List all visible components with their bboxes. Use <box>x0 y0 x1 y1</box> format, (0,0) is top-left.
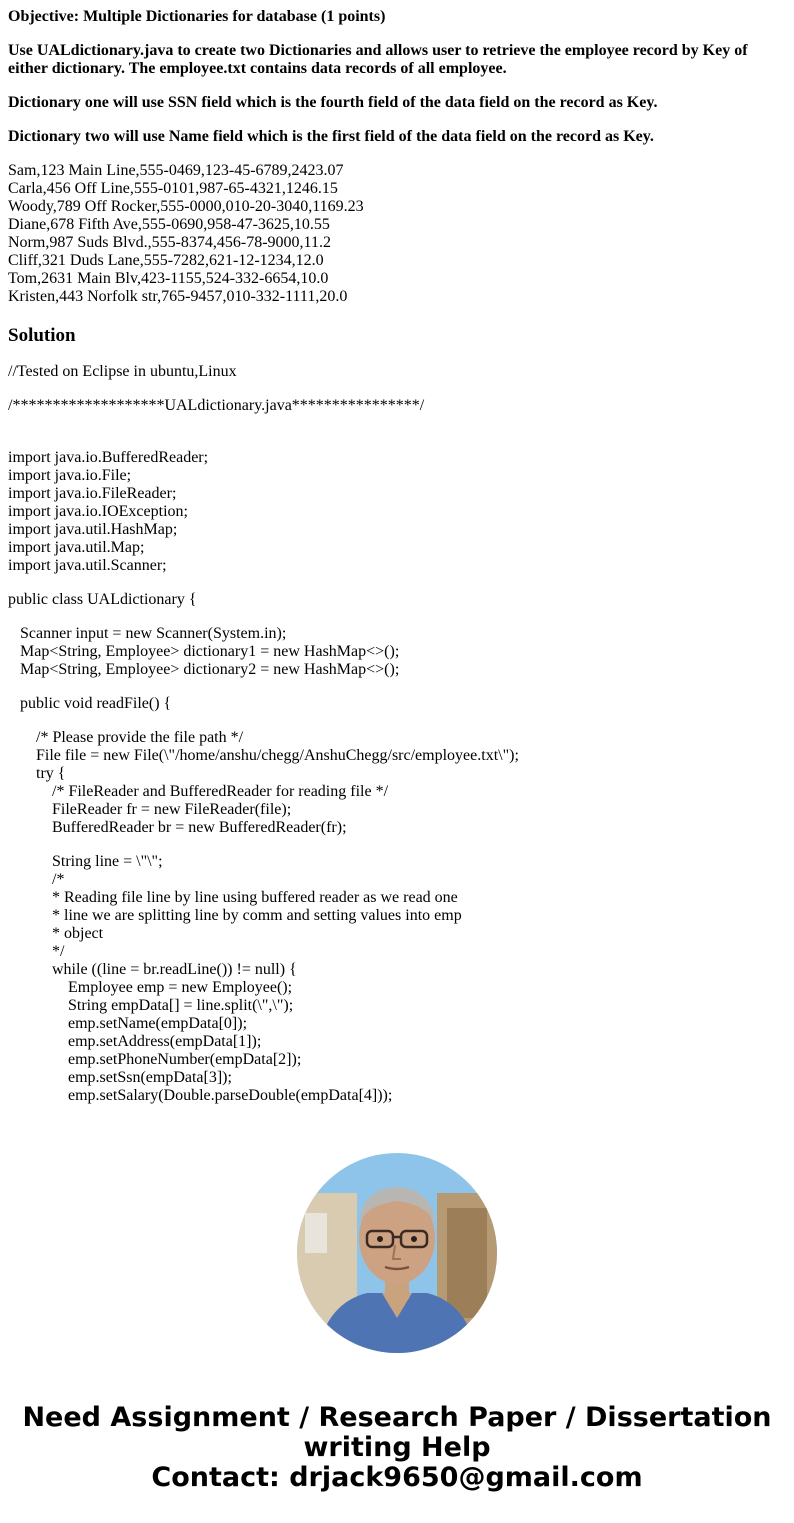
file-banner: /*******************UALdictionary.java****************/ <box>8 397 425 414</box>
contact-line: Contact: drjack9650@gmail.com <box>151 1462 643 1493</box>
code-line: * object <box>8 925 104 942</box>
code-method-body-2 <box>8 853 786 1105</box>
code-line: import java.util.Map; <box>8 539 145 556</box>
code-line: /* FileReader and BufferedReader for reading file */ <box>8 783 389 800</box>
code-line: Map<String, Employee> dictionary1 = new HashMap<>(); <box>8 643 400 660</box>
record-line: Woody,789 Off Rocker,555-0000,010-20-3040,1169.23 <box>8 198 364 215</box>
code-line: import java.io.BufferedReader; <box>8 449 209 466</box>
code-line: import java.util.Scanner; <box>8 557 167 574</box>
solution-heading: Solution <box>8 325 76 346</box>
code-line: import java.util.HashMap; <box>8 521 178 538</box>
record-line: Cliff,321 Duds Lane,555-7282,621-12-1234,12.0 <box>8 252 324 269</box>
code-line: try { <box>8 765 66 782</box>
code-line: */ <box>8 943 65 960</box>
code-line: * line we are splitting line by comm and setting values into emp <box>8 907 462 924</box>
code-line: File file = new File(\"/home/anshu/chegg/AnshuChegg/src/employee.txt\"); <box>8 747 519 764</box>
record-line: Carla,456 Off Line,555-0101,987-65-4321,1246.15 <box>8 180 338 197</box>
code-line: import java.io.File; <box>8 467 132 484</box>
code-method-body-1 <box>8 729 786 837</box>
code-line: Map<String, Employee> dictionary2 = new HashMap<>(); <box>8 661 400 678</box>
code-fields <box>8 625 786 679</box>
promo-line: writing Help <box>303 1432 491 1463</box>
record-line: Tom,2631 Main Blv,423-1155,524-332-6654,10.0 <box>8 270 329 287</box>
employee-records <box>8 162 786 306</box>
code-line: /* Please provide the file path */ <box>8 729 244 746</box>
record-line: Norm,987 Suds Blvd.,555-8374,456-78-9000,11.2 <box>8 234 331 251</box>
code-line: /* <box>8 871 65 888</box>
code-line: import java.io.IOException; <box>8 503 188 520</box>
instruction-paragraph: Use UALdictionary.java to create two Dictionaries and allows user to retrieve the employee record by Key of either dictionary. The employee.txt contains data records of all employee. <box>8 42 748 77</box>
code-line: String empData[] = line.split(\",\"); <box>8 997 294 1014</box>
method-declaration: public void readFile() { <box>8 695 172 712</box>
promo-line: Need Assignment / Research Paper / Dissertation <box>22 1402 772 1433</box>
instruction-paragraph: Dictionary one will use SSN field which is the fourth field of the data field on the record as Key. <box>8 94 658 111</box>
code-line: emp.setSalary(Double.parseDouble(empData[4])); <box>8 1087 393 1104</box>
code-line: * Reading file line by line using buffered reader as we read one <box>8 889 458 906</box>
avatar-portrait-icon <box>297 1153 497 1353</box>
code-line: emp.setAddress(empData[1]); <box>8 1033 262 1050</box>
promo-footer <box>0 1403 794 1493</box>
code-line: BufferedReader br = new BufferedReader(fr); <box>8 819 347 836</box>
record-line: Kristen,443 Norfolk str,765-9457,010-332-1111,20.0 <box>8 288 348 305</box>
record-line: Sam,123 Main Line,555-0469,123-45-6789,2423.07 <box>8 162 344 179</box>
code-line: String line = \"\"; <box>8 853 163 870</box>
class-declaration: public class UALdictionary { <box>8 591 197 608</box>
code-line: Scanner input = new Scanner(System.in); <box>8 625 287 642</box>
instruction-paragraph: Dictionary two will use Name field which is the first field of the data field on the record as Key. <box>8 128 654 145</box>
code-line: Employee emp = new Employee(); <box>8 979 293 996</box>
code-line: FileReader fr = new FileReader(file); <box>8 801 292 818</box>
tested-note: //Tested on Eclipse in ubuntu,Linux <box>8 363 237 380</box>
code-line: while ((line = br.readLine()) != null) { <box>8 961 297 978</box>
code-imports <box>8 431 786 575</box>
code-line: emp.setName(empData[0]); <box>8 1015 248 1032</box>
objective-heading: Objective: Multiple Dictionaries for database (1 points) <box>8 8 386 25</box>
code-line: import java.io.FileReader; <box>8 485 177 502</box>
record-line: Diane,678 Fifth Ave,555-0690,958-47-3625,10.55 <box>8 216 330 233</box>
avatar <box>297 1153 497 1353</box>
code-line: emp.setSsn(empData[3]); <box>8 1069 232 1086</box>
code-line: emp.setPhoneNumber(empData[2]); <box>8 1051 302 1068</box>
